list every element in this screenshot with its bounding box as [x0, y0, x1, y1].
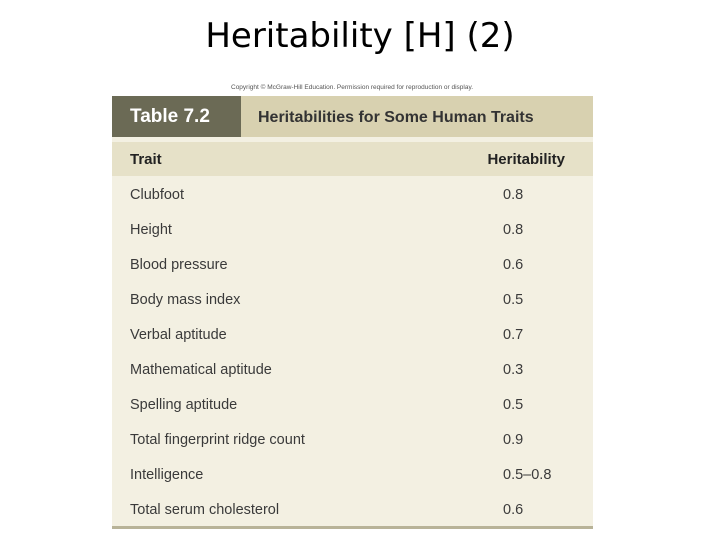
heritability-cell: 0.6 [503, 257, 524, 273]
table-row [112, 493, 593, 528]
trait-cell: Verbal aptitude [130, 327, 227, 343]
column-header-row [112, 142, 593, 176]
heritability-cell: 0.8 [503, 222, 524, 238]
trait-cell: Blood pressure [130, 257, 228, 273]
trait-cell: Mathematical aptitude [130, 362, 272, 378]
slide-title: Heritability [H] (2) [205, 16, 515, 56]
table-row [112, 423, 593, 458]
table-bottom-rule [112, 526, 593, 529]
table-row [112, 248, 593, 283]
heritability-cell: 0.8 [503, 187, 524, 203]
table-row [112, 388, 593, 423]
trait-cell: Spelling aptitude [130, 397, 238, 413]
table-body [112, 178, 593, 528]
heritability-cell: 0.6 [503, 502, 524, 518]
table-row [112, 318, 593, 353]
trait-cell: Height [130, 222, 172, 238]
trait-cell: Total serum cholesterol [130, 502, 280, 518]
trait-cell: Intelligence [130, 467, 204, 483]
trait-cell: Body mass index [130, 292, 241, 308]
table-row [112, 178, 593, 213]
trait-cell: Clubfoot [130, 187, 185, 203]
heritability-cell: 0.5 [503, 292, 524, 308]
copyright-notice: Copyright © McGraw-Hill Education. Permission required for reproduction or display. [231, 84, 474, 91]
heritability-cell: 0.9 [503, 432, 524, 448]
table-number-label: Table 7.2 [112, 96, 241, 137]
heritability-cell: 0.3 [503, 362, 524, 378]
heritability-cell: 0.5 [503, 397, 524, 413]
heritability-cell: 0.7 [503, 327, 524, 343]
table-title: Heritabilities for Some Human Traits [258, 109, 534, 126]
table-row [112, 458, 593, 493]
trait-cell: Total fingerprint ridge count [130, 432, 305, 448]
heritability-cell: 0.5–0.8 [503, 467, 552, 483]
column-header-heritability: Heritability [487, 151, 565, 168]
table-row [112, 353, 593, 388]
table-row [112, 213, 593, 248]
table-header-band [112, 96, 593, 137]
table-row [112, 283, 593, 318]
heritability-table [112, 96, 593, 529]
column-header-trait: Trait [130, 151, 162, 168]
